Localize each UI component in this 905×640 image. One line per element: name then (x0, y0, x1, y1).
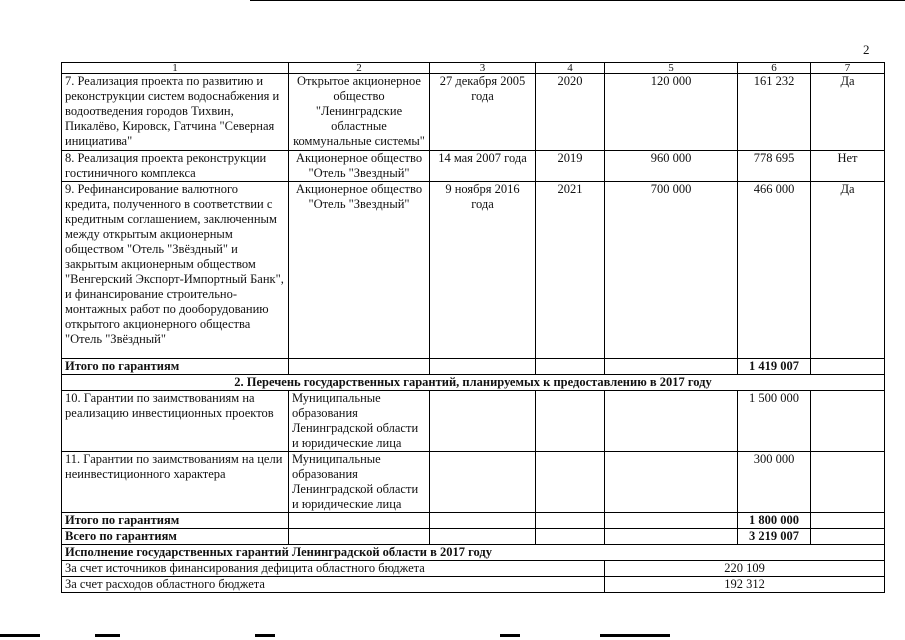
scan-mark (255, 634, 275, 637)
empty-cell (289, 359, 430, 375)
scan-mark (600, 634, 670, 637)
purpose-cell: 10. Гарантии по заимствованиям на реализацию инвестиционных проектов (62, 391, 289, 452)
empty-cell (430, 529, 536, 545)
execution-label: За счет источников финансирования дефицита областного бюджета (62, 561, 605, 577)
balance-cell: 161 232 (738, 74, 811, 151)
empty-cell (811, 513, 885, 529)
execution-row (62, 577, 885, 593)
amount-cell: 300 000 (738, 452, 811, 513)
principal-cell: Акционерное общество "Отель "Звездный" (289, 182, 430, 359)
empty-cell (536, 359, 605, 375)
purpose-cell: 9. Рефинансирование валютного кредита, полученного в соответствии с кредитным соглашением, заключенным между открытым акционерным обществом "Отель "Звёздный" и закрытым акционерным обществом "Венгерский Экспорт-Импортный Банк", и финансирование строительно-монтажных работ по дооборудованию открытого акционерного общества "Отель "Звёздный" (62, 182, 289, 359)
column-number: 1 (62, 63, 289, 74)
top-border-line (250, 0, 905, 1)
regress-cell: Да (811, 182, 885, 359)
section-title: 2. Перечень государственных гарантий, планируемых к предоставлению в 2017 году (62, 375, 885, 391)
empty-cell (430, 513, 536, 529)
empty-cell (536, 452, 605, 513)
column-number: 3 (430, 63, 536, 74)
column-number: 6 (738, 63, 811, 74)
empty-cell (605, 513, 738, 529)
date-cell: 9 ноября 2016 года (430, 182, 536, 359)
column-number: 2 (289, 63, 430, 74)
subtotal-value: 1 419 007 (738, 359, 811, 375)
subtotal-label: Итого по гарантиям (62, 513, 289, 529)
empty-cell (536, 391, 605, 452)
year-cell: 2020 (536, 74, 605, 151)
table-row (62, 391, 885, 452)
empty-cell (605, 359, 738, 375)
empty-cell (605, 391, 738, 452)
subtotal-row (62, 513, 885, 529)
page-number: 2 (863, 42, 870, 57)
year-cell: 2021 (536, 182, 605, 359)
guarantees-table (61, 62, 885, 593)
date-cell: 27 декабря 2005 года (430, 74, 536, 151)
grand-total-label: Всего по гарантиям (62, 529, 289, 545)
table-row (62, 74, 885, 151)
purpose-cell: 7. Реализация проекта по развитию и реконструкции систем водоснабжения и водоотведения городов Тихвин, Пикалёво, Кировск, Гатчина "Северная инициатива" (62, 74, 289, 151)
scan-mark (500, 634, 520, 637)
section-header-row (62, 375, 885, 391)
execution-title: Исполнение государственных гарантий Ленинградской области в 2017 году (62, 545, 885, 561)
principal-cell: Муниципальные образования Ленинградской области и юридические лица (289, 452, 430, 513)
subtotal-value: 1 800 000 (738, 513, 811, 529)
scan-mark (0, 634, 40, 637)
empty-cell (536, 513, 605, 529)
empty-cell (811, 452, 885, 513)
execution-row (62, 561, 885, 577)
purpose-cell: 11. Гарантии по заимствованиям на цели неинвестиционного характера (62, 452, 289, 513)
execution-value: 220 109 (605, 561, 885, 577)
amount-cell: 960 000 (605, 151, 738, 182)
column-number: 4 (536, 63, 605, 74)
column-number: 5 (605, 63, 738, 74)
empty-cell (289, 513, 430, 529)
scan-mark (95, 634, 120, 637)
amount-cell: 120 000 (605, 74, 738, 151)
grand-total-value: 3 219 007 (738, 529, 811, 545)
table-row (62, 151, 885, 182)
subtotal-row (62, 359, 885, 375)
empty-cell (430, 452, 536, 513)
empty-cell (430, 359, 536, 375)
empty-cell (536, 529, 605, 545)
grand-total-row (62, 529, 885, 545)
empty-cell (811, 529, 885, 545)
execution-header-row (62, 545, 885, 561)
empty-cell (811, 359, 885, 375)
regress-cell: Да (811, 74, 885, 151)
execution-label: За счет расходов областного бюджета (62, 577, 605, 593)
balance-cell: 778 695 (738, 151, 811, 182)
principal-cell: Акционерное общество "Отель "Звездный" (289, 151, 430, 182)
balance-cell: 466 000 (738, 182, 811, 359)
empty-cell (430, 391, 536, 452)
column-number-row (62, 63, 885, 74)
year-cell: 2019 (536, 151, 605, 182)
date-cell: 14 мая 2007 года (430, 151, 536, 182)
table-row (62, 452, 885, 513)
table-row (62, 182, 885, 359)
empty-cell (605, 452, 738, 513)
execution-value: 192 312 (605, 577, 885, 593)
subtotal-label: Итого по гарантиям (62, 359, 289, 375)
purpose-cell: 8. Реализация проекта реконструкции гостиничного комплекса (62, 151, 289, 182)
scan-edge-marks (0, 631, 905, 640)
column-number: 7 (811, 63, 885, 74)
principal-cell: Открытое акционерное общество "Ленинградские областные коммунальные системы" (289, 74, 430, 151)
empty-cell (811, 391, 885, 452)
empty-cell (605, 529, 738, 545)
amount-cell: 1 500 000 (738, 391, 811, 452)
regress-cell: Нет (811, 151, 885, 182)
amount-cell: 700 000 (605, 182, 738, 359)
principal-cell: Муниципальные образования Ленинградской области и юридические лица (289, 391, 430, 452)
empty-cell (289, 529, 430, 545)
